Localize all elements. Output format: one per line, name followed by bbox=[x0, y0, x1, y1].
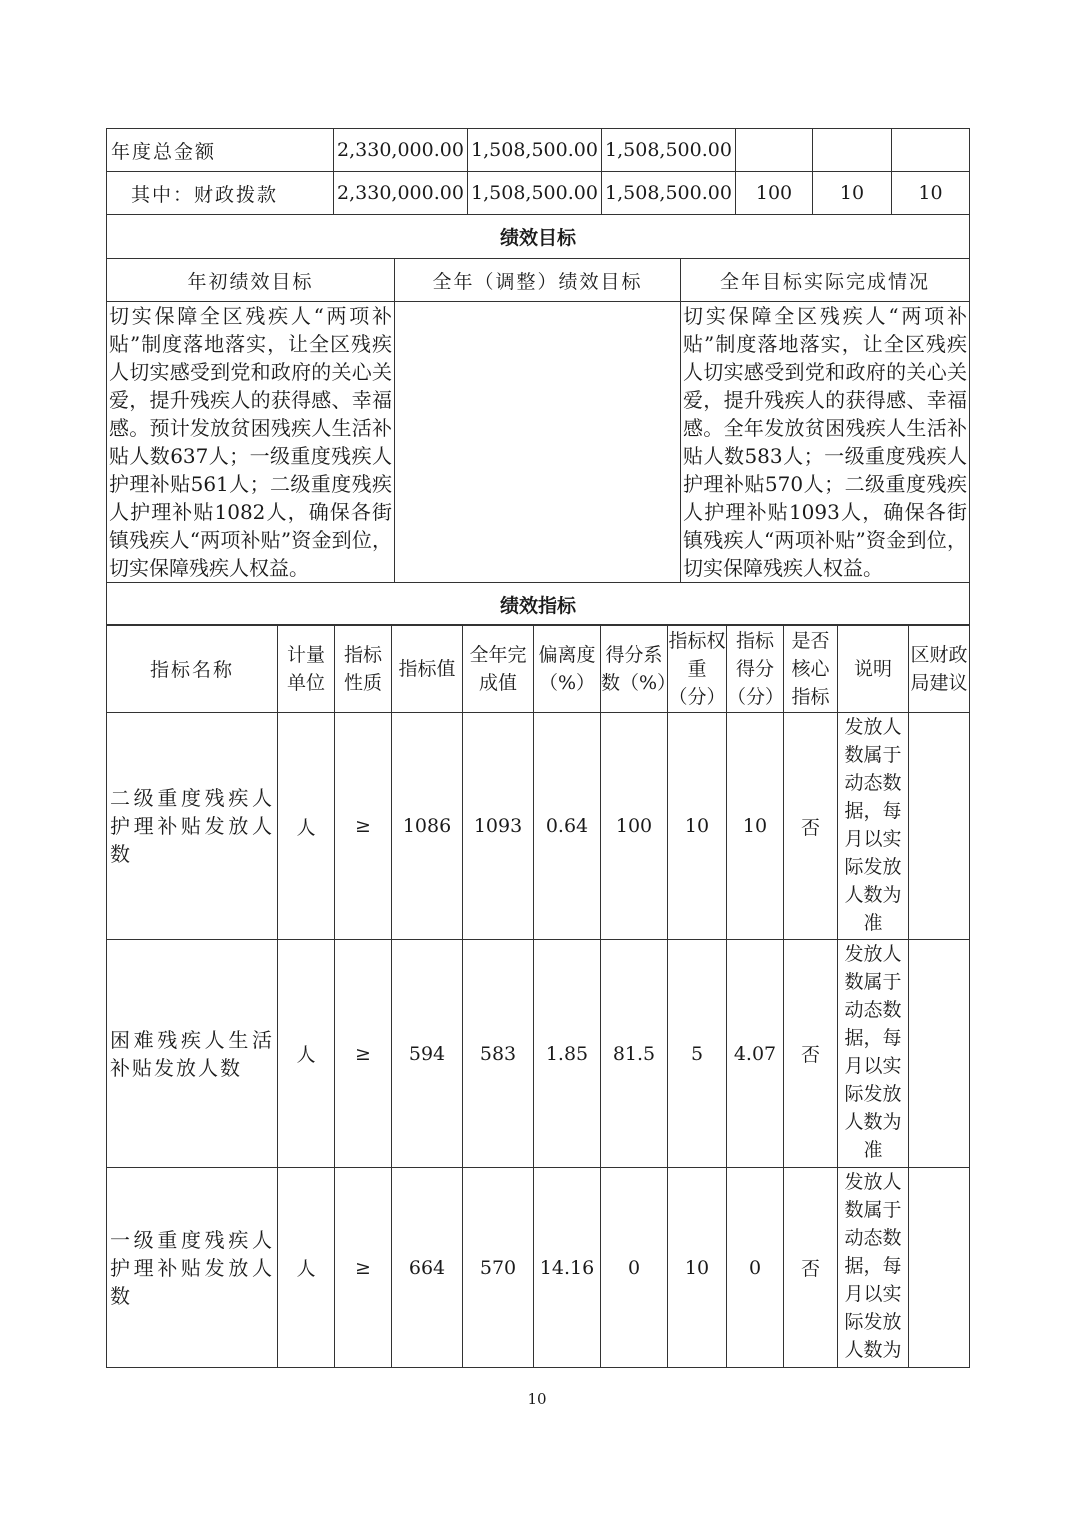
goals-col-adjusted: 全年（调整）绩效目标 bbox=[395, 259, 681, 302]
hdr-coef: 得分系数（%） bbox=[601, 625, 668, 713]
row-weight: 5 bbox=[668, 940, 727, 1168]
funds-total-rate bbox=[813, 129, 892, 172]
row-name: 困难残疾人生活补贴发放人数 bbox=[107, 940, 278, 1168]
row-completed: 570 bbox=[463, 1168, 534, 1368]
funds-table bbox=[106, 128, 970, 215]
row-unit: 人 bbox=[278, 713, 335, 940]
goals-section-title: 绩效目标 bbox=[107, 215, 970, 259]
row-name: 一级重度残疾人护理补贴发放人数 bbox=[107, 1168, 278, 1368]
goals-col-initial: 年初绩效目标 bbox=[107, 259, 395, 302]
funds-fiscal-budget: 2,330,000.00 bbox=[334, 172, 468, 215]
hdr-weight: 指标权重（分） bbox=[668, 625, 727, 713]
funds-fiscal-actual: 1,508,500.00 bbox=[602, 172, 736, 215]
table-row bbox=[107, 940, 970, 1168]
funds-total-score bbox=[892, 129, 970, 172]
goals-adjusted-text bbox=[395, 302, 681, 583]
goals-initial-text: 切实保障全区残疾人“两项补贴”制度落地落实，让全区残疾人切实感受到党和政府的关心关爱，提升残疾人的获得感、幸福感。预计发放贫困残疾人生活补贴人数637人；一级重度残疾人护理补贴561人；二级重度残疾人护理补贴1082人，确保各街镇残疾人“两项补贴”资金到位，切实保障残疾人权益。 bbox=[107, 302, 395, 583]
hdr-note: 说明 bbox=[838, 625, 909, 713]
table-row bbox=[107, 713, 970, 940]
row-deviation: 1.85 bbox=[534, 940, 601, 1168]
hdr-nature: 指标性质 bbox=[335, 625, 392, 713]
hdr-name: 指标名称 bbox=[107, 625, 278, 713]
row-completed: 1093 bbox=[463, 713, 534, 940]
funds-total-executed: 1,508,500.00 bbox=[468, 129, 602, 172]
funds-row-total bbox=[107, 129, 970, 172]
row-weight: 10 bbox=[668, 713, 727, 940]
hdr-advice: 区财政局建议 bbox=[909, 625, 970, 713]
page-number: 10 bbox=[527, 1390, 547, 1408]
row-core: 否 bbox=[784, 940, 838, 1168]
hdr-target: 指标值 bbox=[392, 625, 463, 713]
hdr-core: 是否核心指标 bbox=[784, 625, 838, 713]
indicators-section-title: 绩效指标 bbox=[107, 583, 970, 626]
goals-table bbox=[106, 214, 970, 626]
row-completed: 583 bbox=[463, 940, 534, 1168]
row-target: 664 bbox=[392, 1168, 463, 1368]
row-advice bbox=[909, 1168, 970, 1368]
row-note: 发放人数属于动态数据，每月以实际发放人数为准 bbox=[838, 940, 909, 1168]
goals-col-actual: 全年目标实际完成情况 bbox=[681, 259, 970, 302]
row-target: 1086 bbox=[392, 713, 463, 940]
row-nature: ≥ bbox=[335, 940, 392, 1168]
row-nature: ≥ bbox=[335, 713, 392, 940]
row-score: 4.07 bbox=[727, 940, 784, 1168]
row-coef: 0 bbox=[601, 1168, 668, 1368]
funds-fiscal-executed: 1,508,500.00 bbox=[468, 172, 602, 215]
row-coef: 100 bbox=[601, 713, 668, 940]
hdr-score: 指标得分（分） bbox=[727, 625, 784, 713]
row-unit: 人 bbox=[278, 1168, 335, 1368]
funds-fiscal-score: 10 bbox=[892, 172, 970, 215]
hdr-unit: 计量单位 bbox=[278, 625, 335, 713]
row-note: 发放人数属于动态数据，每月以实际发放人数为 bbox=[838, 1168, 909, 1368]
row-score: 0 bbox=[727, 1168, 784, 1368]
row-unit: 人 bbox=[278, 940, 335, 1168]
row-advice bbox=[909, 940, 970, 1168]
indicators-table bbox=[106, 624, 970, 1368]
funds-total-label: 年度总金额 bbox=[107, 129, 334, 172]
row-core: 否 bbox=[784, 1168, 838, 1368]
funds-total-weight bbox=[736, 129, 813, 172]
row-note: 发放人数属于动态数据，每月以实际发放人数为准 bbox=[838, 713, 909, 940]
funds-fiscal-label: 其中：财政拨款 bbox=[107, 172, 334, 215]
row-coef: 81.5 bbox=[601, 940, 668, 1168]
row-target: 594 bbox=[392, 940, 463, 1168]
funds-row-fiscal bbox=[107, 172, 970, 215]
row-name: 二级重度残疾人护理补贴发放人数 bbox=[107, 713, 278, 940]
row-weight: 10 bbox=[668, 1168, 727, 1368]
funds-fiscal-weight: 100 bbox=[736, 172, 813, 215]
table-row bbox=[107, 1168, 970, 1368]
funds-fiscal-rate: 10 bbox=[813, 172, 892, 215]
row-score: 10 bbox=[727, 713, 784, 940]
row-core: 否 bbox=[784, 713, 838, 940]
row-deviation: 0.64 bbox=[534, 713, 601, 940]
row-advice bbox=[909, 713, 970, 940]
funds-total-budget: 2,330,000.00 bbox=[334, 129, 468, 172]
funds-total-actual: 1,508,500.00 bbox=[602, 129, 736, 172]
indicators-header-row bbox=[107, 625, 970, 713]
hdr-deviation: 偏离度（%） bbox=[534, 625, 601, 713]
hdr-completed: 全年完成值 bbox=[463, 625, 534, 713]
row-deviation: 14.16 bbox=[534, 1168, 601, 1368]
row-nature: ≥ bbox=[335, 1168, 392, 1368]
goals-actual-text: 切实保障全区残疾人“两项补贴”制度落地落实，让全区残疾人切实感受到党和政府的关心关爱，提升残疾人的获得感、幸福感。全年发放贫困残疾人生活补贴人数583人；一级重度残疾人护理补贴570人；二级重度残疾人护理补贴1093人，确保各街镇残疾人“两项补贴”资金到位，切实保障残疾人权益。 bbox=[681, 302, 970, 583]
